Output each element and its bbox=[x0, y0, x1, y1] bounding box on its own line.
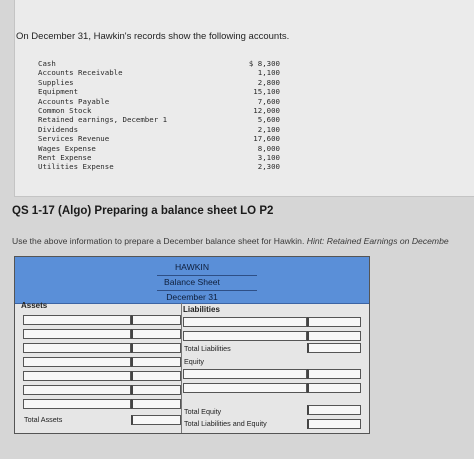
account-row bbox=[38, 68, 288, 77]
asset-name-input[interactable] bbox=[23, 315, 131, 325]
liability-amount-input[interactable] bbox=[307, 317, 361, 327]
total-liabilities-and-equity-input[interactable] bbox=[307, 419, 361, 429]
account-row bbox=[38, 87, 288, 96]
balance-sheet-table bbox=[14, 256, 370, 434]
asset-name-input[interactable] bbox=[23, 343, 131, 353]
account-name: Accounts Receivable bbox=[38, 68, 123, 78]
account-row bbox=[38, 115, 288, 124]
asset-amount-input[interactable] bbox=[131, 385, 181, 395]
account-name: Dividends bbox=[38, 124, 79, 134]
account-amount: 8,000 bbox=[257, 143, 280, 153]
statement-date: December 31 bbox=[166, 292, 218, 302]
account-row bbox=[38, 59, 288, 68]
account-amount: 3,100 bbox=[257, 152, 280, 162]
asset-name-input[interactable] bbox=[23, 357, 131, 367]
total-liabilities-input[interactable] bbox=[307, 343, 361, 353]
liability-name-input[interactable] bbox=[183, 317, 307, 327]
account-row bbox=[38, 144, 288, 153]
asset-amount-input[interactable] bbox=[131, 371, 181, 381]
total-assets-label: Total Assets bbox=[24, 415, 63, 424]
asset-name-input[interactable] bbox=[23, 385, 131, 395]
equity-amount-input[interactable] bbox=[307, 369, 361, 379]
account-amount: 2,800 bbox=[257, 77, 280, 87]
account-name: Utilities Expense bbox=[38, 162, 114, 172]
balance-sheet-header bbox=[15, 257, 369, 304]
total-equity-input[interactable] bbox=[307, 405, 361, 415]
account-row bbox=[38, 106, 288, 115]
account-amount: 2,300 bbox=[257, 162, 280, 172]
intro-text: On December 31, Hawkin's records show the following accounts. bbox=[16, 31, 290, 42]
asset-name-input[interactable] bbox=[23, 399, 131, 409]
equity-name-input[interactable] bbox=[183, 383, 307, 393]
instructions-text: Use the above information to prepare a December balance sheet for Hawkin. bbox=[12, 236, 305, 246]
account-name: Wages Expense bbox=[38, 143, 96, 153]
account-name: Retained earnings, December 1 bbox=[38, 115, 168, 125]
account-name: Equipment bbox=[38, 87, 79, 97]
account-amount: 17,600 bbox=[253, 134, 280, 144]
account-amount: 15,100 bbox=[253, 87, 280, 97]
account-row bbox=[38, 134, 288, 143]
asset-name-input[interactable] bbox=[23, 371, 131, 381]
account-list bbox=[38, 59, 288, 172]
account-row bbox=[38, 162, 288, 171]
asset-amount-input[interactable] bbox=[131, 343, 181, 353]
equity-label: Equity bbox=[184, 357, 204, 366]
account-name: Services Revenue bbox=[38, 134, 110, 144]
account-amount: $ 8,300 bbox=[248, 59, 280, 68]
statement-name: Balance Sheet bbox=[164, 277, 220, 287]
asset-amount-input[interactable] bbox=[131, 357, 181, 367]
asset-amount-input[interactable] bbox=[131, 329, 181, 339]
account-name: Cash bbox=[38, 59, 56, 68]
column-divider bbox=[181, 303, 182, 433]
account-amount: 12,000 bbox=[253, 105, 280, 115]
instructions bbox=[12, 236, 449, 246]
header-divider bbox=[157, 290, 257, 291]
account-amount: 1,100 bbox=[257, 68, 280, 78]
company-name: HAWKIN bbox=[174, 262, 210, 272]
total-assets-input[interactable] bbox=[131, 415, 181, 425]
account-amount: 7,600 bbox=[257, 96, 280, 106]
total-liabilities-and-equity-label: Total Liabilities and Equity bbox=[184, 419, 267, 428]
account-row bbox=[38, 125, 288, 134]
liabilities-header: Liabilities bbox=[183, 305, 220, 314]
account-name: Supplies bbox=[38, 77, 74, 87]
header-divider bbox=[157, 275, 257, 276]
account-amount: 2,100 bbox=[257, 124, 280, 134]
equity-amount-input[interactable] bbox=[307, 383, 361, 393]
assets-header: Assets bbox=[21, 301, 48, 310]
account-name: Accounts Payable bbox=[38, 96, 110, 106]
instructions-hint: Hint: Retained Earnings on Decembe bbox=[306, 236, 449, 246]
asset-name-input[interactable] bbox=[23, 329, 131, 339]
total-equity-label: Total Equity bbox=[184, 407, 222, 416]
liability-amount-input[interactable] bbox=[307, 331, 361, 341]
liability-name-input[interactable] bbox=[183, 331, 307, 341]
account-row bbox=[38, 153, 288, 162]
asset-amount-input[interactable] bbox=[131, 399, 181, 409]
account-row bbox=[38, 78, 288, 87]
equity-name-input[interactable] bbox=[183, 369, 307, 379]
account-name: Common Stock bbox=[38, 105, 92, 115]
account-amount: 5,600 bbox=[257, 115, 280, 125]
asset-amount-input[interactable] bbox=[131, 315, 181, 325]
account-name: Rent Expense bbox=[38, 152, 92, 162]
total-liabilities-label: Total Liabilities bbox=[184, 344, 231, 353]
account-row bbox=[38, 97, 288, 106]
question-title: QS 1-17 (Algo) Preparing a balance sheet LO P2 bbox=[12, 205, 274, 217]
